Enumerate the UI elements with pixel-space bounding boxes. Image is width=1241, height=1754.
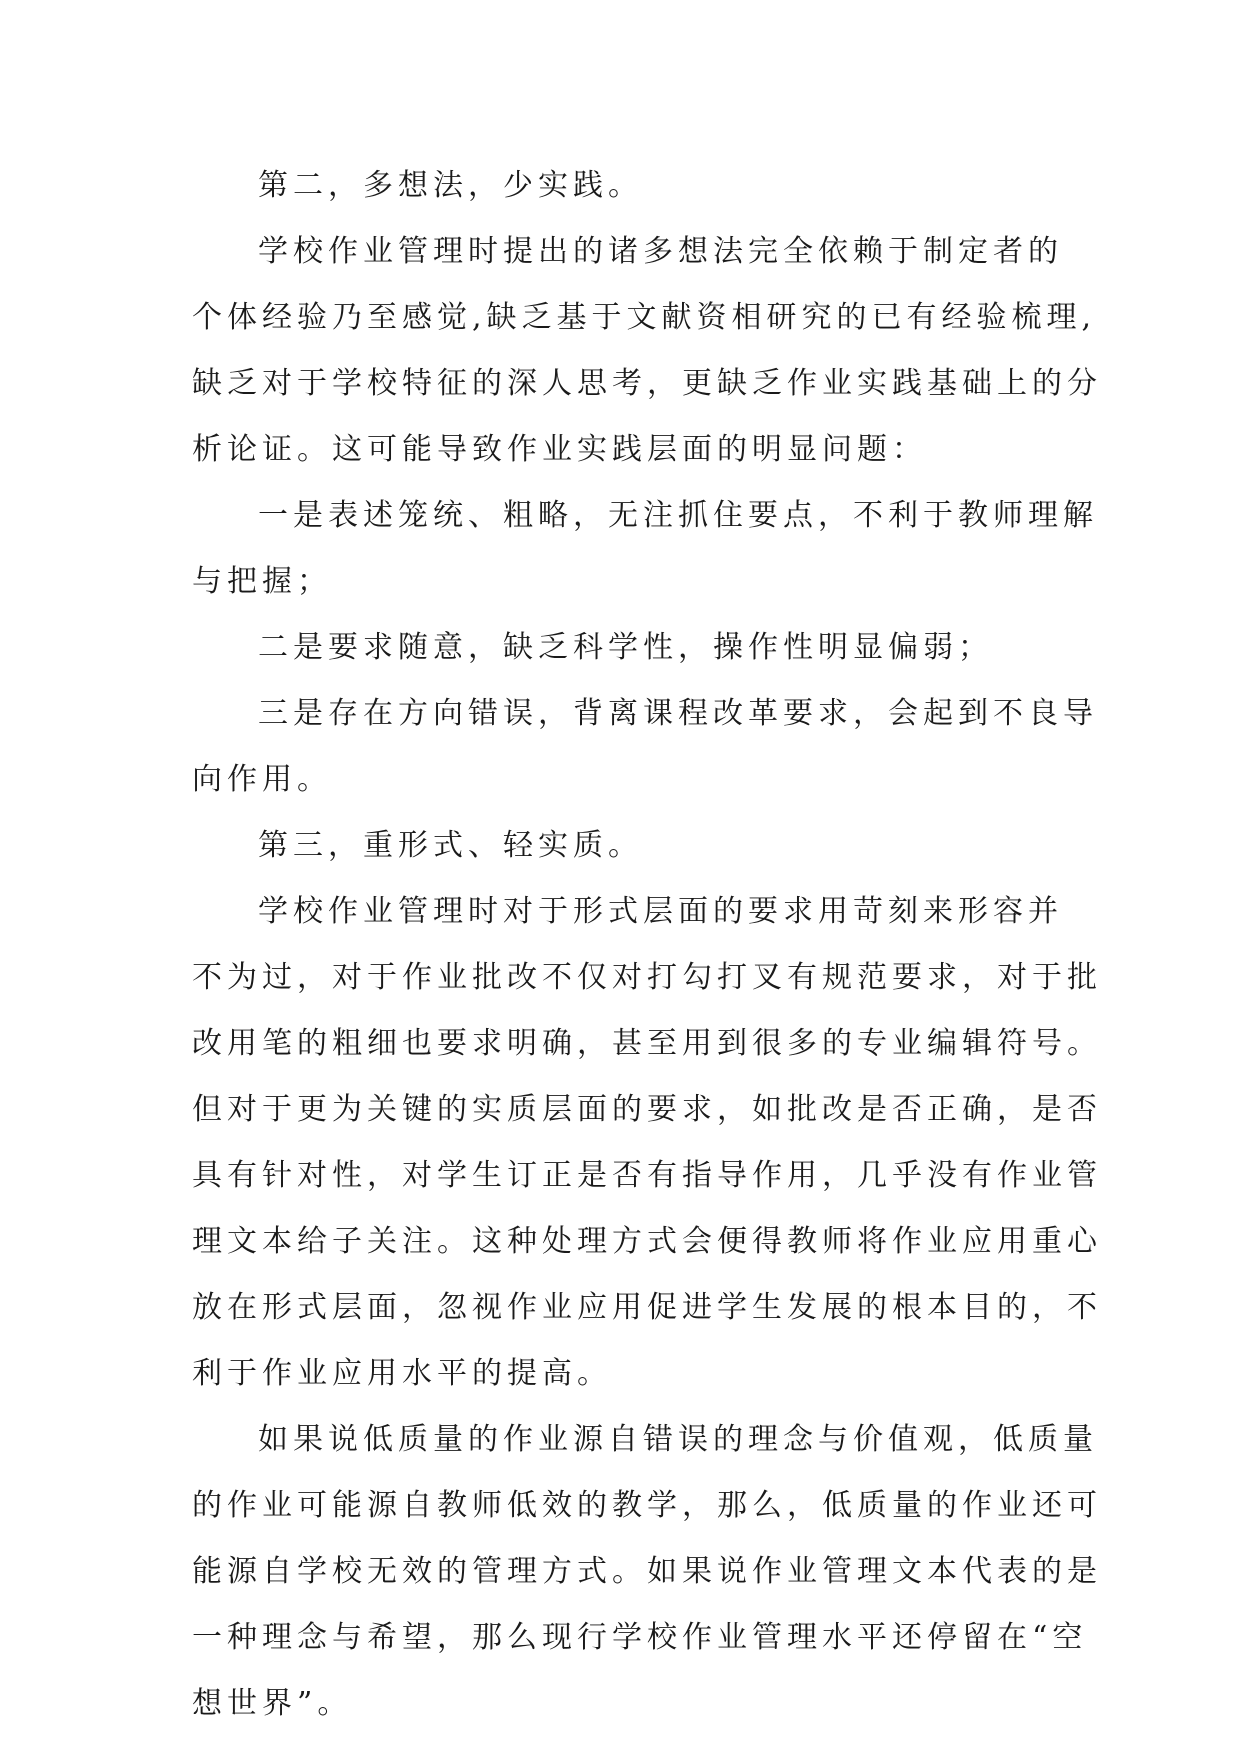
paragraph-line: 三是存在方向错误，背离课程改革要求，会起到不良导 bbox=[258, 696, 1098, 731]
paragraph-line: 如果说低质量的作业源自错误的理念与价值观，低质量 bbox=[258, 1422, 1098, 1457]
paragraph-line: 利于作业应用水平的提高。 bbox=[192, 1356, 612, 1391]
paragraph-line: 析论证。这可能导致作业实践层面的明显问题： bbox=[192, 432, 927, 467]
paragraph-line: 理文本给子关注。这种处理方式会便得教师将作业应用重心 bbox=[192, 1224, 1102, 1259]
paragraph-line: 一是表述笼统、粗略，无注抓住要点，不利于教师理解 bbox=[258, 498, 1098, 533]
paragraph-line: 第三，重形式、轻实质。 bbox=[258, 828, 643, 863]
paragraph-line: 学校作业管理时提出的诸多想法完全依赖于制定者的 bbox=[258, 234, 1063, 269]
body-text bbox=[192, 160, 1102, 1744]
paragraph-line: 向作用。 bbox=[192, 762, 332, 797]
paragraph-line: 放在形式层面，忽视作业应用促进学生发展的根本目的，不 bbox=[192, 1290, 1102, 1325]
paragraph-line: 改用笔的粗细也要求明确，甚至用到很多的专业编辑符号。 bbox=[192, 1026, 1102, 1061]
paragraph-line: 具有针对性，对学生订正是否有指导作用，几乎没有作业管 bbox=[192, 1158, 1102, 1193]
paragraph-line: 一种理念与希望，那么现行学校作业管理水平还停留在“空 bbox=[192, 1620, 1088, 1655]
paragraph-line: 学校作业管理时对于形式层面的要求用苛刻来形容并 bbox=[258, 894, 1063, 929]
paragraph-line: 个体经验乃至感觉,缺乏基于文献资相研究的已有经验梳理, bbox=[192, 300, 1097, 335]
paragraph-line: 第二，多想法，少实践。 bbox=[258, 168, 643, 203]
paragraph-line: 二是要求随意，缺乏科学性，操作性明显偏弱； bbox=[258, 630, 993, 665]
paragraph-line: 想世界”。 bbox=[192, 1686, 353, 1721]
paragraph-line: 的作业可能源自教师低效的教学，那么，低质量的作业还可 bbox=[192, 1488, 1102, 1523]
paragraph-line: 缺乏对于学校特征的深人思考，更缺乏作业实践基础上的分 bbox=[192, 366, 1102, 401]
paragraph-line: 能源自学校无效的管理方式。如果说作业管理文本代表的是 bbox=[192, 1554, 1102, 1589]
paragraph-line: 与把握； bbox=[192, 564, 332, 599]
paragraph-line: 但对于更为关键的实质层面的要求，如批改是否正确，是否 bbox=[192, 1092, 1102, 1127]
paragraph-line: 不为过，对于作业批改不仅对打勾打叉有规范要求，对于批 bbox=[192, 960, 1102, 995]
